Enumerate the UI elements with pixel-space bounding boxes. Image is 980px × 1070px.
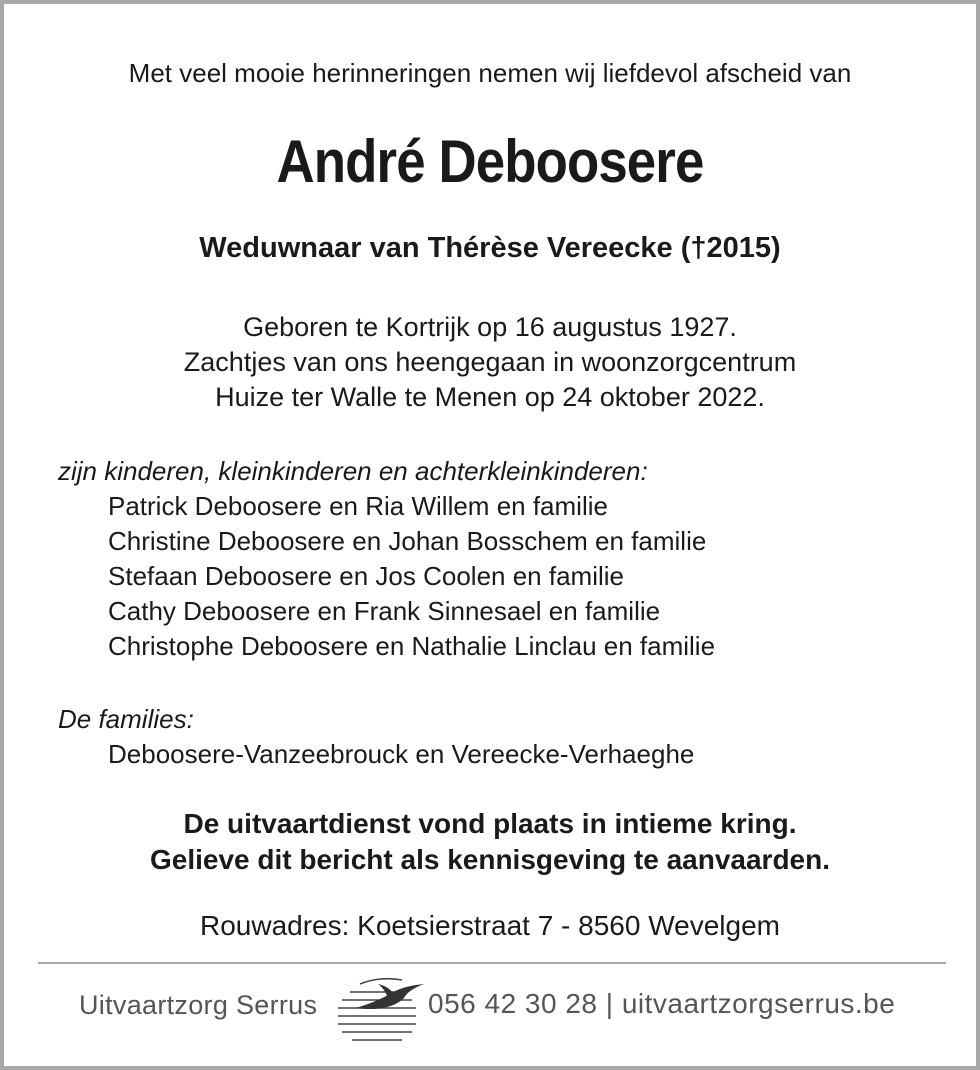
closing-line: De uitvaartdienst vond plaats in intieme kring.	[183, 808, 797, 839]
child-entry: Patrick Deboosere en Ria Willem en familie	[108, 491, 608, 521]
deceased-name: André Deboosere	[276, 128, 704, 195]
funeral-home-name: Uitvaartzorg Serrus	[79, 990, 318, 1020]
mourning-address: Rouwadres: Koetsierstraat 7 - 8560 Wevelgem	[200, 910, 780, 941]
child-entry: Stefaan Deboosere en Jos Coolen en familie	[108, 561, 624, 591]
closing-statement	[4, 806, 976, 878]
funeral-home-footer	[4, 970, 976, 1050]
children-section	[58, 454, 715, 664]
birth-line: Geboren te Kortrijk op 16 augustus 1927.	[243, 312, 737, 342]
funeral-home-contact: 056 42 30 28 | uitvaartzorgserrus.be	[428, 988, 896, 1019]
families-heading: De families:	[58, 704, 194, 734]
footer-divider	[38, 962, 946, 964]
family-entry: Deboosere-Vanzeebrouck en Vereecke-Verhaeghe	[108, 739, 695, 769]
families-section	[58, 702, 694, 772]
intro-text: Met veel mooie herinneringen nemen wij liefdevol afscheid van	[128, 58, 852, 88]
closing-line: Gelieve dit bericht als kennisgeving te aanvaarden.	[149, 844, 831, 875]
children-heading: zijn kinderen, kleinkinderen en achterkleinkinderen:	[58, 456, 648, 486]
birth-details	[4, 310, 976, 415]
child-entry: Cathy Deboosere en Frank Sinnesael en familie	[108, 596, 661, 626]
passing-line: Zachtjes van ons heengegaan in woonzorgcentrum	[183, 347, 797, 377]
passing-place-line: Huize ter Walle te Menen op 24 oktober 2022.	[215, 382, 765, 412]
widower-line: Weduwnaar van Thérèse Vereecke (†2015)	[199, 232, 781, 264]
child-entry: Christophe Deboosere en Nathalie Linclau en familie	[108, 631, 716, 661]
child-entry: Christine Deboosere en Johan Bosschem en familie	[108, 526, 707, 556]
seagull-over-waves-icon	[332, 972, 427, 1048]
